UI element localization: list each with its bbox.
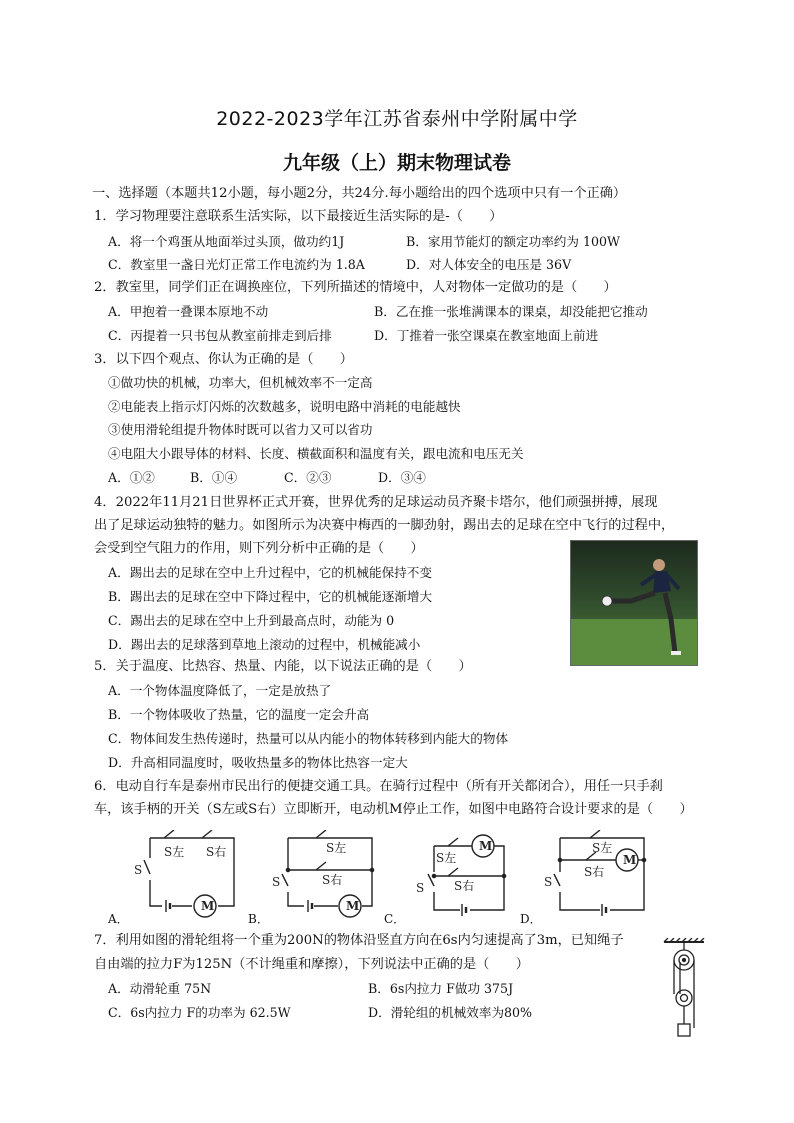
switch-left-label: S左 <box>436 851 457 865</box>
q6-stem-line1: 6．电动自行车是泰州市民出行的便捷交通工具。在骑行过程中（所有开关都闭合），用任一只手刹 <box>94 779 663 794</box>
circuit-diagram-c <box>400 830 512 926</box>
switch-left-label: S左 <box>164 845 185 859</box>
q3-option-d: D．③④ <box>378 470 426 485</box>
circuit-label-b: B． <box>248 912 269 926</box>
circuit-diagram-d <box>540 830 652 926</box>
circuit-diagram-a <box>130 830 242 926</box>
circuit-diagram-b <box>268 830 380 926</box>
q1-option-d: D．对人体安全的电压是 36V <box>406 257 572 272</box>
motor-label: M <box>479 839 493 853</box>
q5-stem: 5．关于温度、比热容、热量、内能，以下说法正确的是（ ） <box>94 659 472 674</box>
switch-right-label: S右 <box>322 873 343 887</box>
switch-main-label: S <box>416 881 425 895</box>
q3-statement-4: ④电阻大小跟导体的材料、长度、横截面积和温度有关，跟电流和电压无关 <box>108 446 524 461</box>
q3-statement-1: ①做功快的机械，功率大，但机械效率不一定高 <box>108 375 373 390</box>
q7-option-c: C．6s内拉力 F的功率为 62.5W <box>108 1005 291 1020</box>
circuit-label-a: A． <box>108 912 129 926</box>
q7-option-b: B．6s内拉力 F做功 375J <box>368 981 514 996</box>
q2-option-a: A．甲抱着一叠课本原地不动 <box>108 304 269 319</box>
q6-stem-line2: 车，该手柄的开关（S左或S右）立即断开，电动机M停止工作，如图中电路符合设计要求的是（ ） <box>94 802 693 817</box>
motor-label: M <box>623 853 637 867</box>
q2-option-d: D．丁推着一张空课桌在教室地面上前进 <box>374 328 599 343</box>
switch-right-label: S右 <box>454 879 475 893</box>
motor-label: M <box>346 899 360 913</box>
q1-stem: 1．学习物理要注意联系生活实际，以下最接近生活实际的是-（ ） <box>94 209 503 224</box>
pulley-system-diagram <box>660 938 708 1042</box>
q5-option-c: C．物体间发生热传递时，热量可以从内能小的物体转移到内能大的物体 <box>108 731 509 746</box>
q1-option-a: A．将一个鸡蛋从地面举过头顶，做功约1J <box>108 234 345 249</box>
q3-stem: 3．以下四个观点、你认为正确的是（ ） <box>94 352 353 367</box>
q3-option-a: A．①② <box>108 470 155 485</box>
exam-school-title: 2022-2023学年江苏省泰州中学附属中学 <box>216 108 578 130</box>
q5-option-a: A．一个物体温度降低了，一定是放热了 <box>108 683 332 698</box>
q5-option-b: B．一个物体吸收了热量，它的温度一定会升高 <box>108 707 370 722</box>
section-heading: 一、选择题（本题共12小题，每小题2分，共24分.每小题给出的四个选项中只有一个正确） <box>92 186 627 201</box>
exam-title: 九年级（上）期末物理试卷 <box>282 152 511 174</box>
switch-main-label: S <box>134 863 143 877</box>
q4-stem-line3: 会受到空气阻力的作用，则下列分析中正确的是（ ） <box>94 541 424 556</box>
circuit-label-c: C． <box>384 912 406 926</box>
q3-statement-3: ③使用滑轮组提升物体时既可以省力又可以省功 <box>108 422 373 437</box>
q7-stem-line2: 自由端的拉力F为125N（不计绳重和摩擦），下列说法中正确的是（ ） <box>94 957 529 972</box>
football-player-photo <box>570 540 698 666</box>
q4-stem-line2: 出了足球运动独特的魅力。如图所示为决赛中梅西的一脚劲射，踢出去的足球在空中飞行的过程中， <box>94 518 675 533</box>
switch-left-label: S左 <box>592 841 613 855</box>
switch-left-label: S左 <box>326 841 347 855</box>
q1-option-b: B．家用节能灯的额定功率约为 100W <box>406 234 620 249</box>
q4-option-d: D．踢出去的足球落到草地上滚动的过程中，机械能减小 <box>108 637 421 652</box>
switch-right-label: S右 <box>206 845 227 859</box>
q4-option-c: C．踢出去的足球在空中上升到最高点时，动能为 0 <box>108 613 395 628</box>
switch-right-label: S右 <box>584 865 605 879</box>
q2-stem: 2．教室里，同学们正在调换座位，下列所描述的情境中，人对物体一定做功的是（ ） <box>94 280 617 295</box>
q2-option-b: B．乙在推一张堆满课本的课桌，却没能把它推动 <box>374 304 648 319</box>
q4-option-b: B．踢出去的足球在空中下降过程中，它的机械能逐渐增大 <box>108 589 433 604</box>
q5-option-d: D．升高相同温度时，吸收热量多的物体比热容一定大 <box>108 755 408 770</box>
q7-option-a: A．动滑轮重 75N <box>108 981 212 996</box>
q4-stem-line1: 4．2022年11月21日世界杯正式开赛，世界优秀的足球运动员齐聚卡塔尔，他们顽强拼搏，展现 <box>94 495 658 510</box>
q3-option-b: B．①④ <box>190 470 238 485</box>
switch-main-label: S <box>544 875 553 889</box>
q7-stem-line1: 7．利用如图的滑轮组将一个重为200N的物体沿竖直方向在6s内匀速提高了3m，已知绳子 <box>94 933 624 948</box>
motor-label: M <box>201 899 215 913</box>
q1-option-c: C．教室里一盏日光灯正常工作电流约为 1.8A <box>108 257 365 272</box>
q2-option-c: C．丙提着一只书包从教室前排走到后排 <box>108 328 332 343</box>
q3-statement-2: ②电能表上指示灯闪烁的次数越多，说明电路中消耗的电能越快 <box>108 399 461 414</box>
q4-option-a: A．踢出去的足球在空中上升过程中，它的机械能保持不变 <box>108 565 432 580</box>
switch-main-label: S <box>272 875 281 889</box>
q3-option-c: C．②③ <box>284 470 332 485</box>
q7-option-d: D．滑轮组的机械效率为80% <box>368 1005 533 1020</box>
circuit-label-d: D． <box>520 912 542 926</box>
